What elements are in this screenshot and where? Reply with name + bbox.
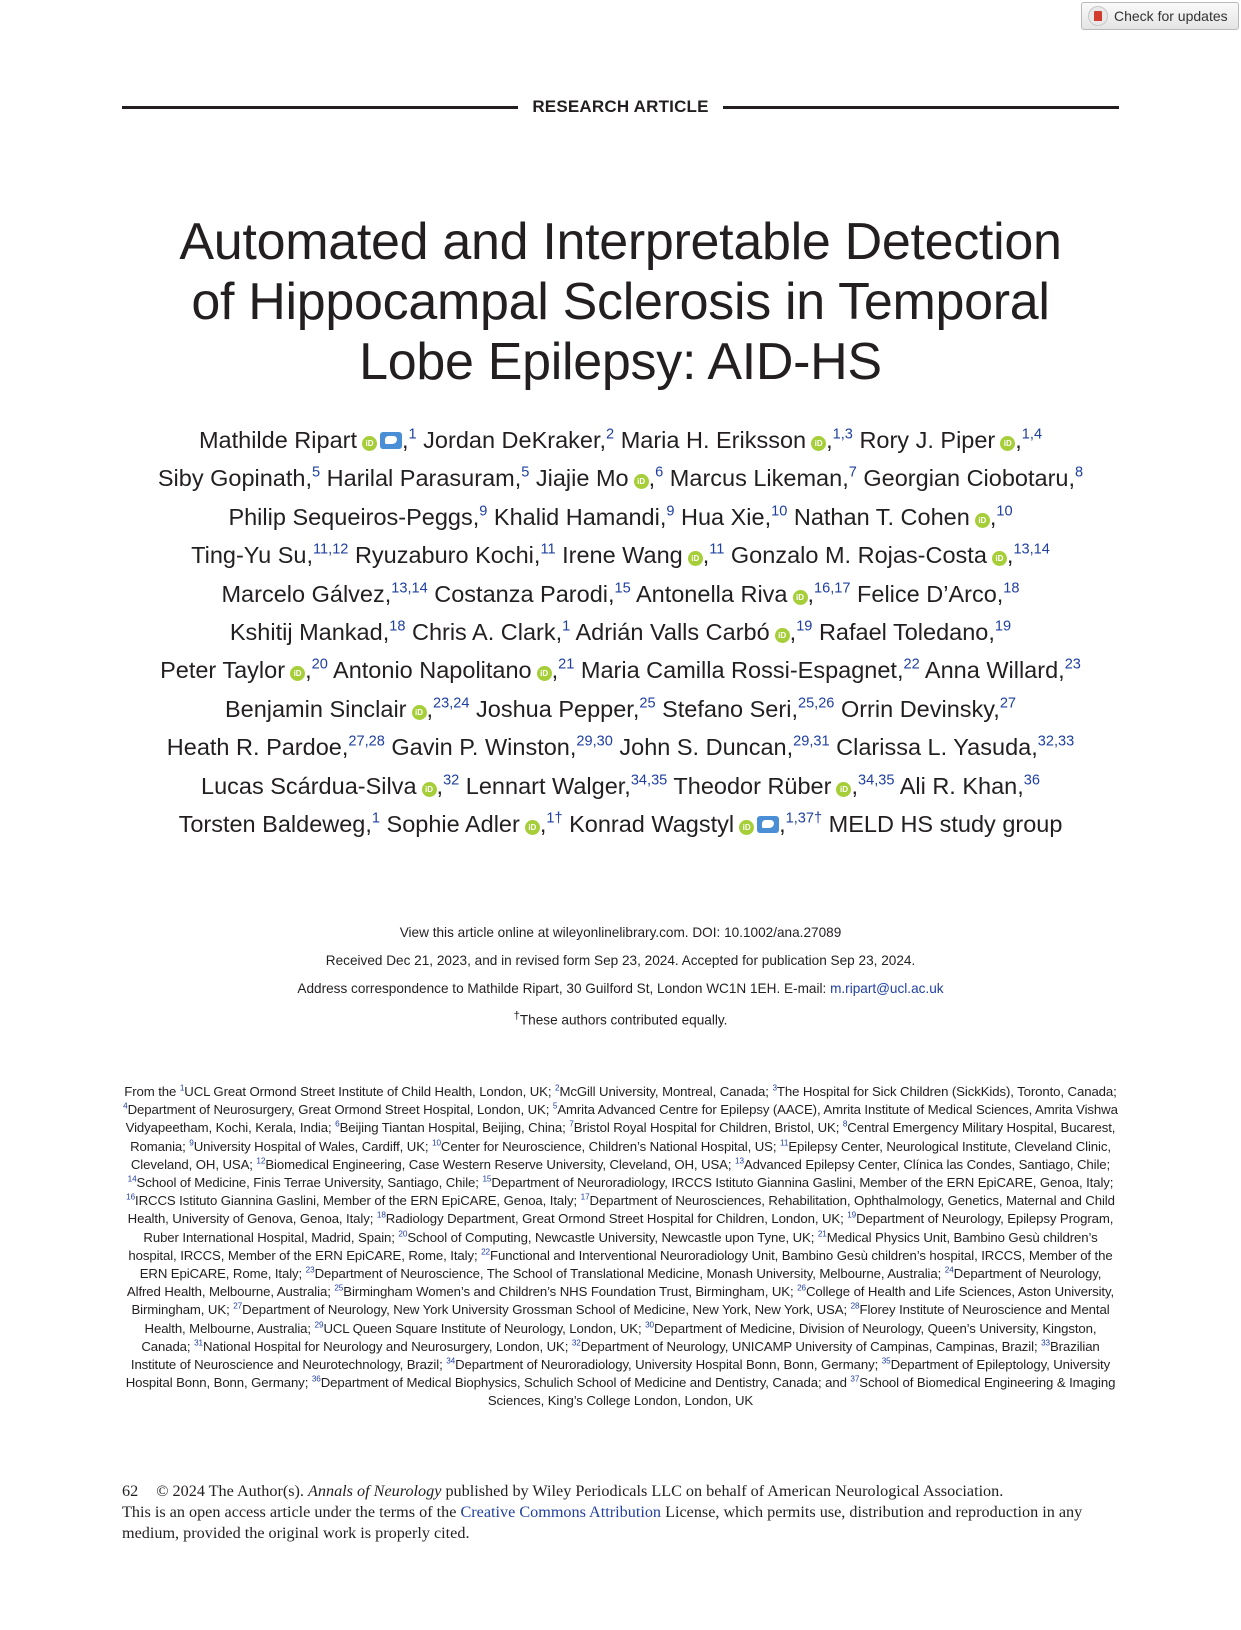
affiliation-number: 33 — [1041, 1338, 1050, 1348]
copyright-text: © 2024 The Author(s). — [156, 1482, 309, 1500]
affiliation-ref: 1,4 — [1021, 426, 1043, 443]
author: Marcus Likeman,$^7$ — [669, 464, 857, 492]
author: Adrián Valls Carbó iD ,$^{19}$ — [575, 618, 813, 646]
author-name: Anna Willard — [924, 657, 1059, 684]
author: Clarissa L. Yasuda,$^{32,33}$ — [836, 733, 1075, 761]
author-line — [60, 767, 1181, 805]
author-name: Siby Gopinath — [157, 465, 306, 492]
affiliation-ref: 18 — [389, 618, 406, 635]
author-name: Ryuzaburo Kochi — [354, 542, 534, 569]
affiliation-number: 7 — [569, 1120, 574, 1130]
affiliation-text: Radiology Department, Great Ormond Street Hospital for Children, London, UK — [385, 1211, 841, 1227]
affiliation-number: 6 — [335, 1120, 340, 1130]
affiliation-number: 12 — [256, 1156, 266, 1166]
twitter-icon[interactable] — [757, 816, 779, 833]
affiliation-ref: 7 — [848, 464, 857, 481]
author-name: Rory J. Piper — [859, 427, 996, 453]
author-name: Gavin P. Winston — [391, 734, 570, 761]
author: Marcelo Gálvez,$^{13,14}$ — [221, 580, 428, 607]
affiliation-number: 34 — [446, 1356, 456, 1366]
email-link[interactable]: m.ripart@ucl.ac.uk — [830, 981, 944, 996]
affiliation-ref: 11,12 — [313, 541, 349, 558]
affiliation-number: 23 — [305, 1265, 315, 1275]
affiliation-ref: 27,28 — [348, 733, 385, 750]
author: Lucas Scárdua-Silva iD ,$^{32}$ — [201, 772, 460, 799]
affiliation-number: 22 — [481, 1247, 490, 1257]
affiliation-ref: 34,35 — [630, 772, 668, 789]
author-name: Theodor Rüber — [673, 772, 832, 799]
affiliation-text: Department of Neurosciences, Rehabilitation, Ophthalmology, Genetics, Maternal and Child Health, University of Genova, Genoa, Italy — [127, 1193, 1115, 1227]
affiliation-number: 4 — [123, 1101, 128, 1111]
author-name: Nathan T. Cohen — [793, 503, 970, 530]
affiliation-ref: 23 — [1064, 656, 1081, 673]
affiliation-number: 9 — [189, 1138, 194, 1148]
affiliation-ref: 25,26 — [797, 695, 835, 712]
affiliation-ref: 9 — [666, 503, 675, 520]
author-name: Costanza Parodi — [434, 580, 608, 607]
affiliation-ref: 8 — [1075, 464, 1084, 481]
affiliation-text: Florey Institute of Neuroscience and Mental Health, Melbourne, Australia — [144, 1302, 1110, 1336]
affiliation-text: Department of Neurosurgery, Great Ormond Street Hospital, London, UK — [127, 1102, 546, 1118]
affiliation-text: Department of Medicine, Division of Neurology, Queen’s University, Kingston, Canada — [141, 1320, 1097, 1354]
affiliation-text: Department of Neurology, Alfred Health, Melbourne, Australia — [126, 1266, 1102, 1300]
affiliation-ref: 25 — [639, 695, 656, 712]
affiliation-ref: 32 — [443, 772, 460, 789]
author-line — [60, 728, 1181, 766]
affiliation-number: 8 — [842, 1120, 848, 1130]
title-line: Lobe Epilepsy: AID-HS — [359, 333, 882, 391]
author: Joshua Pepper,$^{25}$ — [476, 695, 656, 722]
affiliation-number: 13 — [735, 1156, 744, 1166]
affiliation-text: University Hospital of Wales, Cardiff, UK — [193, 1138, 425, 1154]
author-name: Torsten Baldeweg — [178, 811, 366, 838]
affiliation-text: Department of Epileptology, University Hospital Bonn, Bonn, Germany — [125, 1357, 1111, 1391]
affiliation-number: 1 — [179, 1083, 185, 1093]
author: Hua Xie,$^{10}$ — [680, 503, 788, 530]
affiliation-number: 37 — [850, 1374, 860, 1384]
author-name: MELD HS study group — [828, 811, 1063, 838]
affiliation-number: 17 — [580, 1192, 590, 1202]
affiliation-text: Epilepsy Center, Neurological Institute, Cleveland Clinic, Cleveland, OH, USA — [130, 1138, 1111, 1172]
author-name: Kshitij Mankad — [229, 619, 383, 646]
affiliation-text: Beijing Tiantan Hospital, Beijing, China — [339, 1120, 563, 1136]
affiliation-text: Birmingham Women’s and Children’s NHS Foundation Trust, Birmingham, UK — [343, 1284, 790, 1300]
affiliation-number: 10 — [432, 1138, 441, 1148]
affiliation-ref: 22 — [903, 656, 920, 673]
affiliation-ref: 29,30 — [576, 733, 613, 750]
received-dates: Received Dec 21, 2023, and in revised form Sep 23, 2024. Accepted for publication Sep 23, 2024. — [325, 953, 916, 968]
author-line — [60, 613, 1181, 651]
author-name: Khalid Hamandi — [493, 503, 660, 530]
author-name: Konrad Wagstyl — [569, 811, 735, 838]
affiliation-ref: 15 — [614, 580, 631, 597]
affiliation-ref: 1 — [562, 618, 571, 635]
affiliation-text: National Hospital for Neurology and Neurosurgery, London, UK — [202, 1338, 565, 1354]
affiliation-text: Department of Neurology, UNICAMP University of Campinas, Campinas, Brazil — [580, 1338, 1034, 1354]
section-rule-right — [723, 106, 1119, 109]
author-name: Peter Taylor — [160, 657, 286, 684]
author: Nathan T. Cohen iD ,$^{10}$ — [793, 503, 1013, 530]
affiliation-ref: 1 — [371, 810, 381, 827]
affiliation-text: College of Health and Life Sciences, Aston University, Birmingham, UK — [131, 1284, 1115, 1318]
equal-contribution-note — [60, 1010, 1181, 1028]
author-name: Marcus Likeman — [669, 465, 843, 492]
author-name: Clarissa L. Yasuda — [836, 734, 1032, 761]
affiliation-text: Bristol Royal Hospital for Children, Bristol, UK — [573, 1120, 836, 1136]
affiliation-number: 19 — [847, 1211, 857, 1221]
affiliation-ref: 36 — [1023, 772, 1040, 789]
affiliation-text: Medical Physics Unit, Bambino Gesù children’s hospital, IRCCS, Member of the ERN EpiCARE, Rome, Italy — [128, 1229, 1098, 1263]
online-notice: View this article online at wileyonlinelibrary.com. DOI: 10.1002/ana.27089 — [399, 925, 842, 940]
author: Gavin P. Winston,$^{29,30}$ — [391, 733, 613, 761]
author-name: Benjamin Sinclair — [224, 695, 407, 722]
author-name: Mathilde Ripart — [198, 427, 357, 453]
author-name: Hua Xie — [680, 503, 765, 530]
author-line — [60, 459, 1181, 497]
author-name: Adrián Valls Carbó — [575, 619, 770, 646]
affiliation-number: 36 — [311, 1374, 321, 1384]
author: Kshitij Mankad,$^{18}$ — [229, 618, 406, 646]
bookmark-icon — [1088, 6, 1108, 26]
affiliation-ref: 5 — [521, 464, 530, 481]
author: Antonella Riva iD ,$^{16,17}$ — [635, 580, 851, 607]
orcid-icon[interactable]: iD — [793, 590, 808, 605]
orcid-icon[interactable]: iD — [290, 666, 305, 681]
orcid-icon[interactable]: iD — [811, 436, 826, 451]
affiliation-ref: 1,3 — [832, 426, 853, 443]
affiliation-ref: 1 — [408, 426, 417, 443]
page-number: 62 — [122, 1482, 139, 1500]
affiliation-text: The Hospital for Sick Children (SickKids), Toronto, Canada — [776, 1084, 1114, 1099]
affiliation-ref: 11 — [709, 541, 725, 558]
author-line — [60, 536, 1181, 574]
author: Theodor Rüber iD ,$^{34,35}$ — [673, 772, 895, 799]
author-name: Jiajie Mo — [535, 465, 629, 492]
affiliation-text: Department of Neuroradiology, University Hospital Bonn, Bonn, Germany — [455, 1357, 875, 1373]
affiliation-text: IRCCS Istituto Giannina Gaslini, Member of the ERN EpiCARE, Genoa, Italy — [135, 1193, 574, 1209]
affiliation-ref: 23,24 — [433, 695, 470, 712]
author: Maria Camilla Rossi-Espagnet,$^{22}$ — [580, 656, 920, 684]
author-name: Ting-Yu Su — [191, 542, 307, 569]
author-name: Gonzalo M. Rojas-Costa — [730, 542, 987, 569]
author-name: John S. Duncan — [619, 734, 787, 761]
author: Jordan DeKraker,$^2$ — [423, 426, 615, 453]
section-header — [122, 96, 1119, 118]
author: Ting-Yu Su,$^{11,12}$ — [191, 541, 349, 569]
affiliations-conjunction: and — [821, 1375, 851, 1391]
affiliation-ref: 5 — [312, 464, 321, 481]
affiliation-number: 20 — [398, 1229, 408, 1239]
author: Anna Willard,$^{23}$ — [924, 656, 1081, 684]
license-text-tail: License, which permits use, distribution and reproduction in any medium, provided the original work is properly cited. — [122, 1503, 1083, 1542]
affiliation-ref: 6 — [655, 464, 664, 481]
affiliation-text: Advanced Epilepsy Center, Clínica las Condes, Santiago, Chile — [743, 1156, 1107, 1172]
author-list — [60, 421, 1181, 843]
author-name: Maria Camilla Rossi-Espagnet — [580, 657, 897, 684]
affiliation-ref: 27 — [999, 695, 1017, 712]
section-label: RESEARCH ARTICLE — [532, 97, 709, 116]
orcid-icon[interactable]: iD — [775, 628, 790, 643]
affiliation-text: Brazilian Institute of Neuroscience and Neurotechnology, Brazil — [130, 1338, 1100, 1373]
license-line — [122, 1502, 1119, 1544]
copyright-line — [122, 1481, 1119, 1502]
author: Irene Wang iD ,$^{11}$ — [562, 541, 725, 569]
orcid-icon[interactable]: iD — [1000, 436, 1015, 451]
author: Ryuzaburo Kochi,$^{11}$ — [354, 541, 556, 569]
author: Ali R. Khan,$^{36}$ — [899, 772, 1040, 799]
author: Mathilde Ripart iD ,$^1$ — [198, 426, 417, 453]
author-line — [60, 651, 1181, 689]
correspondence — [60, 981, 1181, 996]
author: Jiajie Mo iD ,$^6$ — [535, 464, 664, 492]
author: Sophie Adler iD ,$^{1\dagger}$ — [386, 810, 563, 838]
affiliation-ref: 10 — [996, 503, 1013, 520]
author: Benjamin Sinclair iD ,$^{23,24}$ — [224, 695, 470, 722]
author-name: Felice D’Arco — [857, 580, 997, 607]
affiliation-text: Department of Neuroradiology, IRCCS Istituto Giannina Gaslini, Member of the ERN EpiCARE, Genoa, Italy — [491, 1175, 1110, 1191]
affiliation-number: 18 — [376, 1211, 386, 1221]
orcid-icon[interactable]: iD — [422, 782, 437, 797]
affiliation-number: 31 — [194, 1338, 203, 1348]
dagger-mark: † — [513, 1010, 520, 1022]
author-name: Maria H. Eriksson — [620, 427, 807, 453]
author: Felice D’Arco,$^{18}$ — [857, 580, 1020, 607]
affiliation-number: 26 — [797, 1283, 806, 1293]
affiliation-ref: 20 — [311, 656, 328, 673]
author-name: Rafael Toledano — [818, 619, 989, 646]
author-name: Chris A. Clark — [411, 619, 556, 646]
article-title — [60, 212, 1181, 392]
publisher-text: published by Wiley Periodicals LLC on behalf of American Neurological Association. — [441, 1482, 1004, 1500]
orcid-icon[interactable]: iD — [739, 820, 754, 835]
author: Konrad Wagstyl iD ,$^{1,37\dagger}$ — [569, 810, 823, 838]
affiliation-text: School of Medicine, Finis Terrae University, Santiago, Chile — [136, 1175, 476, 1191]
author: Stefano Seri,$^{25,26}$ — [662, 695, 835, 722]
affiliation-number: 11 — [780, 1138, 789, 1148]
author-name: Antonio Napolitano — [333, 657, 532, 684]
author: Maria H. Eriksson iD ,$^{1,3}$ — [620, 426, 853, 453]
affiliation-text: Department of Neurology, Epilepsy Program, Ruber International Hospital, Madrid, Spain — [143, 1211, 1114, 1245]
affiliation-ref: 2 — [606, 426, 615, 443]
affiliation-ref: 34,35 — [858, 772, 895, 789]
author: Harilal Parasuram,$^5$ — [326, 464, 530, 492]
affiliation-number: 28 — [850, 1302, 860, 1312]
affiliation-number: 32 — [571, 1338, 581, 1348]
affiliation-text: Amrita Advanced Centre for Epilepsy (AACE), Amrita Institute of Medical Sciences, Amrita Vishwa Vidyapeetham, Kochi, Kerala, India — [125, 1102, 1118, 1136]
affiliation-text: School of Computing, Newcastle University, Newcastle upon Tyne, UK — [407, 1229, 811, 1245]
affiliation-number: 29 — [314, 1320, 324, 1330]
orcid-icon[interactable]: iD — [975, 513, 990, 528]
license-link[interactable]: Creative Commons Attribution — [460, 1503, 662, 1521]
affiliation-number: 30 — [645, 1320, 654, 1330]
author: Orrin Devinsky,$^{27}$ — [840, 695, 1017, 722]
affiliation-text: UCL Queen Square Institute of Neurology, London, UK — [323, 1320, 638, 1336]
equal-contribution-text: These authors contributed equally. — [519, 1012, 728, 1028]
author-line — [60, 421, 1181, 459]
author: John S. Duncan,$^{29,31}$ — [619, 733, 830, 761]
affiliation-number: 25 — [334, 1283, 344, 1293]
author-name: Harilal Parasuram — [326, 465, 515, 492]
author-name: Jordan DeKraker — [423, 427, 600, 453]
affiliation-number: 2 — [554, 1083, 560, 1093]
affiliation-number: 21 — [817, 1229, 827, 1239]
affiliation-number: 35 — [881, 1356, 891, 1366]
title-line: of Hippocampal Sclerosis in Temporal — [191, 273, 1050, 331]
affiliations-intro: From the — [124, 1084, 180, 1099]
affiliations: From the $^1$UCL Great Ormond Street Institute of Child Health, London, UK; $^2$McGill University, Montreal, Canada; $^3$The Hospital for Sick Children (SickKids), Toronto, Canada; $^4$Department of Neurosurgery, Great Ormond Street Hospital, London, UK; $^5$Amrita Advanced Centre for Epilepsy (AACE), Amrita Institute of Medical Sciences, Amrita Vishwa Vidyapeetham, Kochi, Kerala, India; $^6$Beijing Tiantan Hospital, Beijing, China; $^7$Bristol Royal Hospital for Children, Bristol, UK; $^8$Central Emergency Military Hospital, Bucarest, Romania; $^9$University Hospital of Wales, Cardiff, UK; $^{10}$Center for Neuroscience, Children’s National Hospital, US; $^{11}$Epilepsy Center, Neurological Institute, Cleveland Clinic, Cleveland, OH, USA; $^{12}$Biomedical Engineering, Case Western Reserve University, Cleveland, OH, USA; $^{13}$Advanced Epilepsy Center, Clínica las Condes, Santiago, Chile; $^{14}$School of Medicine, Finis Terrae University, Santiago, Chile; $^{15}$Department of Neuroradiology, IRCCS Istituto Giannina Gaslini, Member of the ERN EpiCARE, Genoa, Italy; $^{16}$IRCCS Istituto Giannina Gaslini, Member of the ERN EpiCARE, Genoa, Italy; $^{17}$Department of Neurosciences, Rehabilitation, Ophthalmology, Genetics, Maternal and Child Health, University of Genova, Genoa, Italy; $^{18}$Radiology Department, Great Ormond Street Hospital for Children, London, UK; $^{19}$Department of Neurology, Epilepsy Program, Ruber International Hospital, Madrid, Spain; $^{20}$School of Computing, Newcastle University, Newcastle upon Tyne, UK; $^{21}$Medical Physics Unit, Bambino Gesù children’s hospital, IRCCS, Member of the ERN EpiCARE, Rome, Italy; $^{22}$Functional and Interventional Neuroradiology Unit, Bambino Gesù children’s hospital, IRCCS, Member of the ERN EpiCARE, Rome, Italy; $^{23}$Department of Neuroscience, The School of Translational Medicine, Monash University, Melbourne, Australia; $^{24}$Department of Neurology, Alfred Health, Melbourne, Australia; $^{25}$Birmingham Women’s and Children’s NHS Foundation Trust, Birmingham, UK; $^{26}$College of Health and Life Sciences, Aston University, Birmingham, UK; $^{27}$Department of Neurology, New York University Grossman School of Medicine, New York, New York, USA; $^{28}$Florey Institute of Neuroscience and Mental Health, Melbourne, Australia; $^{29}$UCL Queen Square Institute of Neurology, London, UK; $^{30}$Department of Medicine, Division of Neurology, Queen’s University, Kingston, Canada; $^{31}$National Hospital for Neurology and Neurosurgery, London, UK; $^{32}$Department of Neurology, UNICAMP University of Campinas, Campinas, Brazil; $^{33}$Brazilian Institute of Neuroscience and Neurotechnology, Brazil; $^{34}$Department of Neuroradiology, University Hospital Bonn, Bonn, Germany; $^{35}$Department of Epileptology, University Hospital Bonn, Bonn, Germany; $^{36}$Department of Medical Biophysics, Schulich School of Medicine and Dentistry, Canada; and $^{37}$School of Biomedical Engineering & Imaging Sciences, King’s College London, London, UK — [123, 1083, 1118, 1409]
author: Heath R. Pardoe,$^{27,28}$ — [166, 733, 385, 761]
affiliation-text: Functional and Interventional Neuroradiology Unit, Bambino Gesù children’s hospital, IRCCS, Member of the ERN EpiCARE, Rome, Italy — [139, 1247, 1113, 1282]
orcid-icon[interactable]: iD — [537, 666, 552, 681]
orcid-icon[interactable]: iD — [688, 551, 703, 566]
author: Rory J. Piper iD ,$^{1,4}$ — [859, 426, 1043, 453]
author-name: Marcelo Gálvez — [221, 580, 385, 607]
author-name: Georgian Ciobotaru — [863, 465, 1069, 492]
orcid-icon[interactable]: iD — [836, 782, 851, 797]
affiliation-ref: 19 — [994, 618, 1012, 635]
affiliation-text: Department of Medical Biophysics, Schulich School of Medicine and Dentistry, Canada — [320, 1375, 818, 1391]
orcid-icon[interactable]: iD — [525, 820, 540, 835]
orcid-icon[interactable]: iD — [362, 436, 377, 451]
affiliation-ref: 9 — [479, 503, 488, 520]
affiliation-number: 14 — [127, 1174, 137, 1184]
twitter-icon[interactable] — [380, 432, 402, 449]
affiliation-ref: 13,14 — [1013, 541, 1050, 558]
title-line: Automated and Interpretable Detection — [179, 213, 1062, 271]
affiliation-ref: 1† — [546, 810, 563, 827]
affiliation-ref: 16,17 — [814, 580, 851, 597]
affiliation-ref: 10 — [771, 503, 788, 520]
author: Khalid Hamandi,$^9$ — [493, 503, 675, 530]
author-line — [60, 690, 1181, 728]
author-name: Stefano Seri — [662, 695, 792, 722]
author-name: Sophie Adler — [386, 811, 520, 838]
author-line — [60, 805, 1181, 843]
author-line — [60, 575, 1181, 613]
license-text: This is an open access article under the terms of the — [122, 1503, 461, 1521]
affiliation-ref: 13,14 — [391, 580, 428, 597]
affiliation-text: Department of Neuroscience, The School of Translational Medicine, Monash University, Melbourne, Australia — [314, 1266, 938, 1282]
affiliation-number: 3 — [772, 1083, 777, 1093]
affiliation-text: Department of Neurology, New York University Grossman School of Medicine, New York, New York, USA — [242, 1302, 844, 1318]
affiliation-ref: 1,37† — [785, 810, 823, 827]
author: Chris A. Clark,$^1$ — [411, 618, 571, 646]
orcid-icon[interactable]: iD — [412, 705, 427, 720]
orcid-icon[interactable]: iD — [992, 551, 1007, 566]
author-line — [60, 498, 1181, 536]
author: Siby Gopinath,$^5$ — [157, 464, 321, 492]
author-name: Orrin Devinsky — [840, 695, 994, 722]
affiliation-ref: 32,33 — [1037, 733, 1075, 750]
journal-name: Annals of Neurology — [308, 1482, 442, 1500]
affiliation-ref: 21 — [558, 656, 575, 673]
affiliation-text: McGill University, Montreal, Canada — [559, 1084, 766, 1099]
author: Torsten Baldeweg,$^1$ — [178, 810, 381, 838]
author-name: Joshua Pepper — [476, 695, 633, 722]
author-name: Philip Sequeiros-Peggs — [228, 503, 473, 530]
author-name: Antonella Riva — [635, 580, 788, 607]
affiliation-text: School of Biomedical Engineering & Imaging Sciences, King’s College London, London, UK — [487, 1375, 1116, 1409]
author: Costanza Parodi,$^{15}$ — [434, 580, 631, 607]
correspondence-text: Address correspondence to Mathilde Ripart, 30 Guilford St, London WC1N 1EH. E-mail: — [297, 981, 831, 996]
author: Philip Sequeiros-Peggs,$^9$ — [228, 503, 488, 530]
affiliation-text: Central Emergency Military Hospital, Bucarest, Romania — [130, 1120, 1116, 1154]
affiliation-number: 24 — [944, 1265, 954, 1275]
author: Lennart Walger,$^{34,35}$ — [465, 772, 668, 799]
section-rule-left — [122, 106, 518, 109]
affiliation-number: 27 — [233, 1302, 243, 1312]
orcid-icon[interactable]: iD — [634, 474, 649, 489]
affiliation-ref: 18 — [1003, 580, 1020, 597]
author-name: Heath R. Pardoe — [166, 734, 342, 761]
affiliation-ref: 11 — [540, 541, 556, 558]
author-name: Irene Wang — [562, 542, 683, 569]
affiliation-ref: 19 — [796, 618, 813, 635]
affiliation-number: 15 — [482, 1174, 492, 1184]
author-name: Lennart Walger — [465, 772, 625, 799]
affiliation-ref: 29,31 — [793, 733, 830, 750]
affiliation-number: 5 — [552, 1101, 558, 1111]
affiliation-text: Center for Neuroscience, Children’s National Hospital, US — [440, 1138, 773, 1154]
author: Georgian Ciobotaru,$^8$ — [863, 464, 1084, 492]
affiliation-text: UCL Great Ormond Street Institute of Child Health, London, UK — [184, 1084, 548, 1099]
author-name: Ali R. Khan — [899, 772, 1018, 799]
author-name: Lucas Scárdua-Silva — [201, 772, 417, 799]
author: Rafael Toledano,$^{19}$ — [818, 618, 1012, 646]
check-for-updates-label: Check for updates — [1114, 8, 1228, 24]
page-footer — [122, 1481, 1119, 1544]
author: Antonio Napolitano iD ,$^{21}$ — [333, 656, 575, 684]
author — [829, 811, 1063, 837]
author: Gonzalo M. Rojas-Costa iD ,$^{13,14}$ — [730, 541, 1050, 569]
check-for-updates-button[interactable] — [1081, 2, 1239, 30]
affiliation-text: Biomedical Engineering, Case Western Reserve University, Cleveland, OH, USA — [265, 1156, 728, 1172]
affiliation-number: 16 — [126, 1192, 136, 1202]
author: Peter Taylor iD ,$^{20}$ — [160, 656, 328, 684]
